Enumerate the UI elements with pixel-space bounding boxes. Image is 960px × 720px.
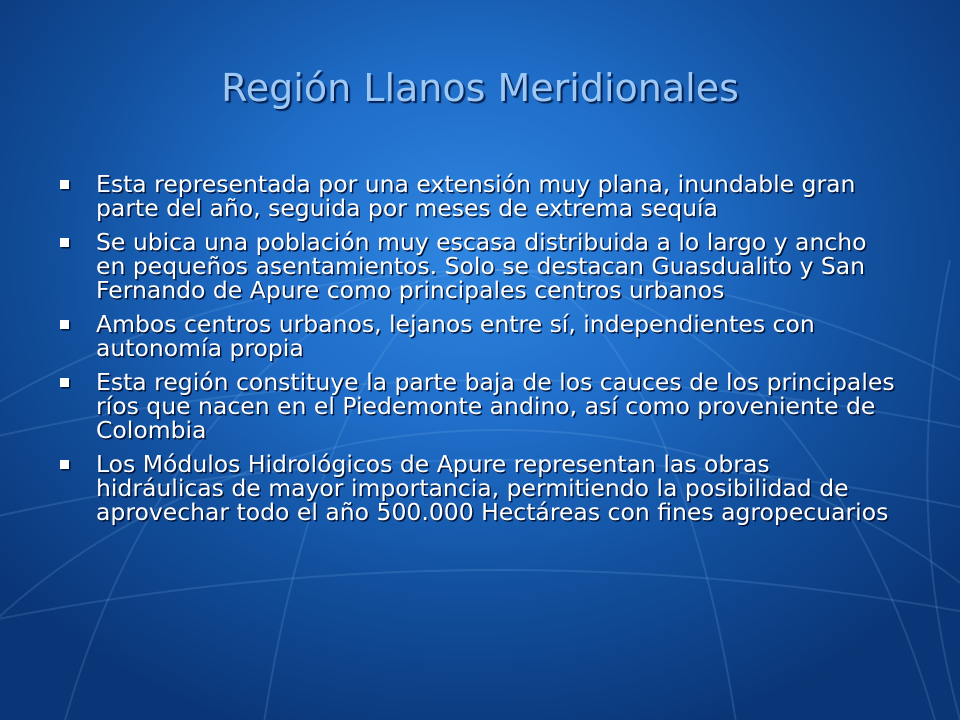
slide-title: Región Llanos Meridionales [221,66,739,110]
bullet-item [58,312,898,360]
square-bullet-icon [60,238,69,247]
bullet-item [58,452,898,524]
bullet-item [58,370,898,442]
square-bullet-icon [60,180,69,189]
bullet-text: Se ubica una población muy escasa distribuida a lo largo y ancho en pequeños asentamientos. Solo se destacan Guasdualito y San Fernando de Apure como principales centros urbanos [96,228,867,304]
bullet-list [58,172,898,534]
bullet-text: Ambos centros urbanos, lejanos entre sí, independientes con autonomía propia [96,310,815,362]
square-bullet-icon [60,460,69,469]
square-bullet-icon [60,320,69,329]
bullet-text: Los Módulos Hidrológicos de Apure representan las obras hidráulicas de mayor importancia, permitiendo la posibilidad de aprovechar todo el año 500.000 Hectáreas con fines agropecuarios [96,450,889,526]
bullet-item [58,230,898,302]
bullet-text: Esta región constituye la parte baja de los cauces de los principales ríos que nacen en el Piedemonte andino, así como proveniente de Colombia [96,368,895,444]
square-bullet-icon [60,378,69,387]
bullet-item [58,172,898,220]
bullet-text: Esta representada por una extensión muy plana, inundable gran parte del año, seguida por meses de extrema sequía [96,170,856,222]
